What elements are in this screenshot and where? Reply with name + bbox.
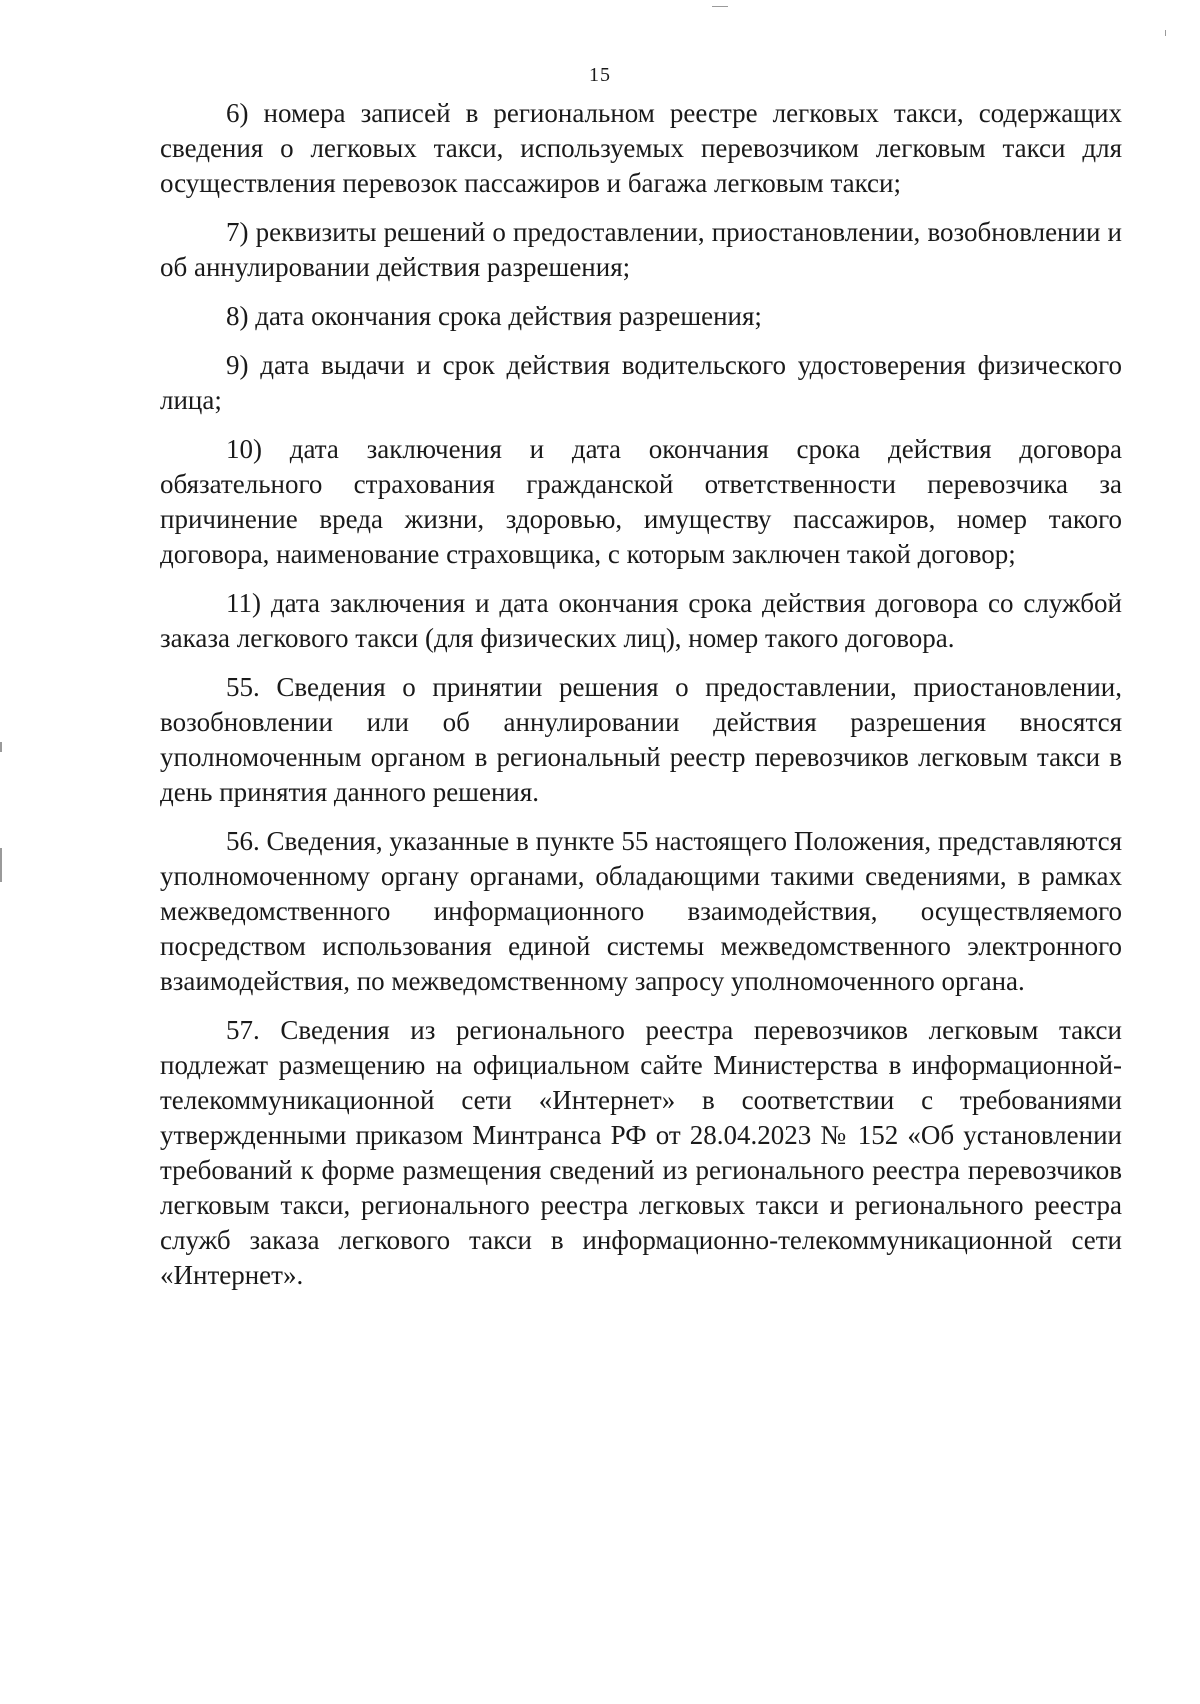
list-item-8: 8) дата окончания срока действия разрешения; xyxy=(226,301,762,331)
scan-artifact xyxy=(1165,30,1166,36)
document-body xyxy=(160,96,1122,1307)
scan-artifact xyxy=(712,6,728,7)
scan-artifact xyxy=(0,848,2,882)
clause-55: 55. Сведения о принятии решения о предоставлении, приостановлении, возобновлении или об аннулировании действия разрешения вносятся уполномоченным органом в региональный реестр перевозчиков легковым такси в день принятия данного решения. xyxy=(160,672,1122,807)
list-item-6: 6) номера записей в региональном реестре легковых такси, содержащих сведения о легковых такси, используемых перевозчиком легковым такси для осуществления перевозок пассажиров и багажа легковым такси; xyxy=(160,98,1122,198)
list-item-9: 9) дата выдачи и срок действия водительского удостоверения физического лица; xyxy=(160,350,1122,415)
clause-56: 56. Сведения, указанные в пункте 55 настоящего Положения, представляются уполномоченному органу органами, обладающими такими сведениями, в рамках межведомственного информационного взаимодействия, осуществляемого посредством использования единой системы межведомственного электронного взаимодействия, по межведомственному запросу уполномоченного органа. xyxy=(160,826,1122,996)
clause-57: 57. Сведения из регионального реестра перевозчиков легковым такси подлежат размещению на официальном сайте Министерства в информационной-телекоммуникационной сети «Интернет» в соответствии с требованиями утвержденными приказом Минтранса РФ от 28.04.2023 № 152 «Об установлении требований к форме размещения сведений из регионального реестра перевозчиков легковым такси, регионального реестра легковых такси и регионального реестра служб заказа легкового такси в информационно-телекоммуникационной сети «Интернет». xyxy=(160,1015,1122,1290)
list-item-7: 7) реквизиты решений о предоставлении, приостановлении, возобновлении и об аннулировании действия разрешения; xyxy=(160,217,1122,282)
list-item-10: 10) дата заключения и дата окончания срока действия договора обязательного страхования гражданской ответственности перевозчика за причинение вреда жизни, здоровью, имуществу пассажиров, номер такого договора, наименование страховщика, с которым заключен такой договор; xyxy=(160,434,1122,569)
list-item-11: 11) дата заключения и дата окончания срока действия договора со службой заказа легкового такси (для физических лиц), номер такого договора. xyxy=(160,588,1122,653)
scan-artifact xyxy=(0,742,2,752)
page-number: 15 xyxy=(589,64,611,86)
